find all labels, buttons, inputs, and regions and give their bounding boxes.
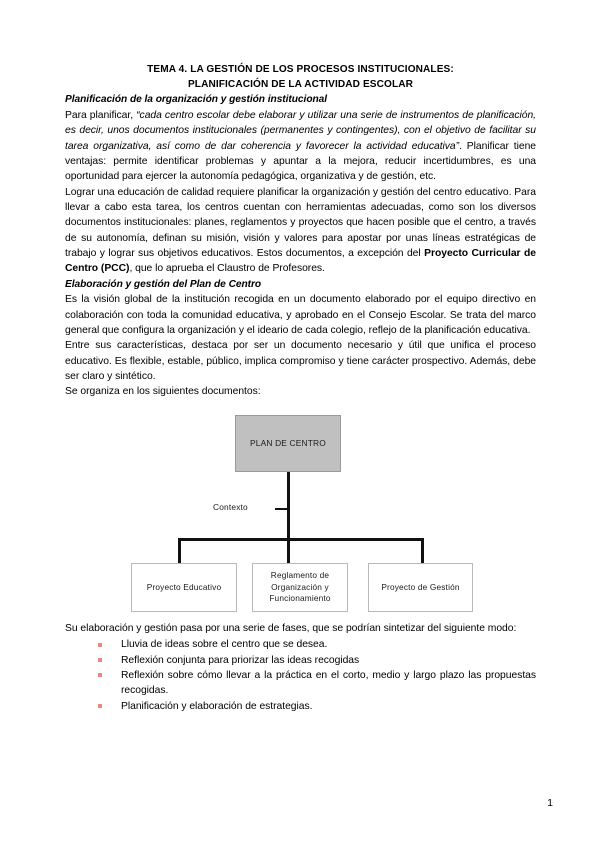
connector-leaf-3-vertical [421, 538, 424, 564]
section-heading-elaboracion: Elaboración y gestión del Plan de Centro [65, 278, 262, 290]
connector-leaf-1-vertical [178, 538, 181, 564]
paragraph-su-elaboracion: Su elaboración y gestión pasa por una serie de fases, que se podrían sintetizar del siguiente modo: [65, 622, 517, 634]
paragraph-lograr-educacion [65, 185, 536, 277]
page-title-line-2: PLANIFICACIÓN DE LA ACTIVIDAD ESCOLAR [187, 79, 414, 91]
diagram-node-proyecto-educativo-label: Proyecto Educativo [146, 581, 222, 592]
plan-de-centro-diagram [65, 409, 537, 621]
connector-horizontal-bar [178, 538, 424, 541]
par1-lead: Para planificar, [65, 110, 137, 121]
diagram-node-reglamento-organizacion [252, 563, 348, 612]
bullet-square-icon [98, 643, 102, 647]
page-number: 1 [547, 798, 553, 809]
list-item [98, 653, 536, 668]
connector-context-tick [275, 508, 288, 510]
paragraph-para-planificar [65, 108, 536, 185]
bullet-square-icon [98, 704, 102, 708]
connector-root-vertical [287, 472, 290, 538]
list-item [98, 637, 536, 652]
paragraph-caracteristicas: Entre sus características, destaca por ser un documento necesario y útil que unifica el proceso educativo. Es flexible, estable, público, implica compromiso y tiene carácter prospectivo. Además, debe ser claro y sintético. [65, 340, 536, 383]
diagram-node-proyecto-educativo [131, 563, 237, 612]
fases-bullet-list [65, 637, 536, 714]
par1-tail: . Planificar tiene ventajas: permite identificar problemas y apuntar a la mejora, reducir incertidumbres, es una oportunidad para ejercer la autonomía pedagógica, organizativa y de gestión, etc. [65, 140, 536, 183]
par2-last: , que lo aprueba el Claustro de Profesores. [129, 263, 325, 275]
list-item [98, 668, 536, 699]
diagram-node-plan-de-centro [235, 415, 341, 472]
list-item [98, 699, 536, 714]
list-item-label: Lluvia de ideas sobre el centro que se desea. [121, 639, 328, 651]
bullet-square-icon [98, 658, 102, 662]
par2-bold-pcc: Proyecto Curricular de Centro (PCC) [65, 248, 536, 275]
diagram-label-contexto: Contexto [213, 501, 248, 512]
page-title-line-1: TEMA 4. LA GESTIÓN DE LOS PROCESOS INSTITUCIONALES: [147, 64, 454, 75]
connector-leaf-2-vertical [287, 538, 290, 564]
page-title [65, 62, 536, 92]
par1-quote: “cada centro escolar debe elaborar y utilizar una serie de instrumentos de planificación, es decir, unos documentos institucionales (permanentes y contingentes), con el objetivo de facilitar su tarea organizativa, así como de dar coherencia y favorecer la actividad educativa” [65, 110, 536, 152]
list-item-label: Planificación y elaboración de estrategias. [121, 700, 313, 712]
diagram-node-proyecto-gestion-label: Proyecto de Gestión [381, 581, 460, 592]
diagram-node-reglamento-organizacion-label: Reglamento de Organización y Funcionamiento [269, 570, 331, 603]
diagram-node-plan-de-centro-label: PLAN DE CENTRO [250, 437, 326, 448]
par2-first: Lograr una educación de calidad requiere planificar la organización y gestión del centro educativo. Para llevar a cabo esta tarea, los centros cuentan con herramientas adecuadas, como son los diversos documentos institucionales: planes, reglamentos y proyectos que hacen posible que el centro, a través de su autonomía, definan su misión, visión y valores para apostar por unas líneas estratégicas de trabajo y lograr sus objetivos educativos. Estos documentos, a excepción del [65, 186, 536, 260]
paragraph-vision-global: Es la visión global de la institución recogida en un documento elaborado por el equipo directivo en colaboración con toda la comunidad educativa, y aprobado en el Consejo Escolar. Se trata del marco general que configura la organización y el ideario de cada colegio, reflejo de la planificación educativa. [65, 294, 536, 337]
list-item-label: Reflexión sobre cómo llevar a la práctica en el corto, medio y largo plazo las propuestas recogidas. [121, 669, 536, 697]
section-heading-planificacion: Planificación de la organización y gestión institucional [65, 94, 328, 106]
bullet-square-icon [98, 673, 102, 677]
paragraph-se-organiza: Se organiza en los siguientes documentos: [65, 386, 261, 398]
diagram-node-proyecto-gestion [368, 563, 473, 612]
list-item-label: Reflexión conjunta para priorizar las ideas recogidas [121, 654, 360, 666]
